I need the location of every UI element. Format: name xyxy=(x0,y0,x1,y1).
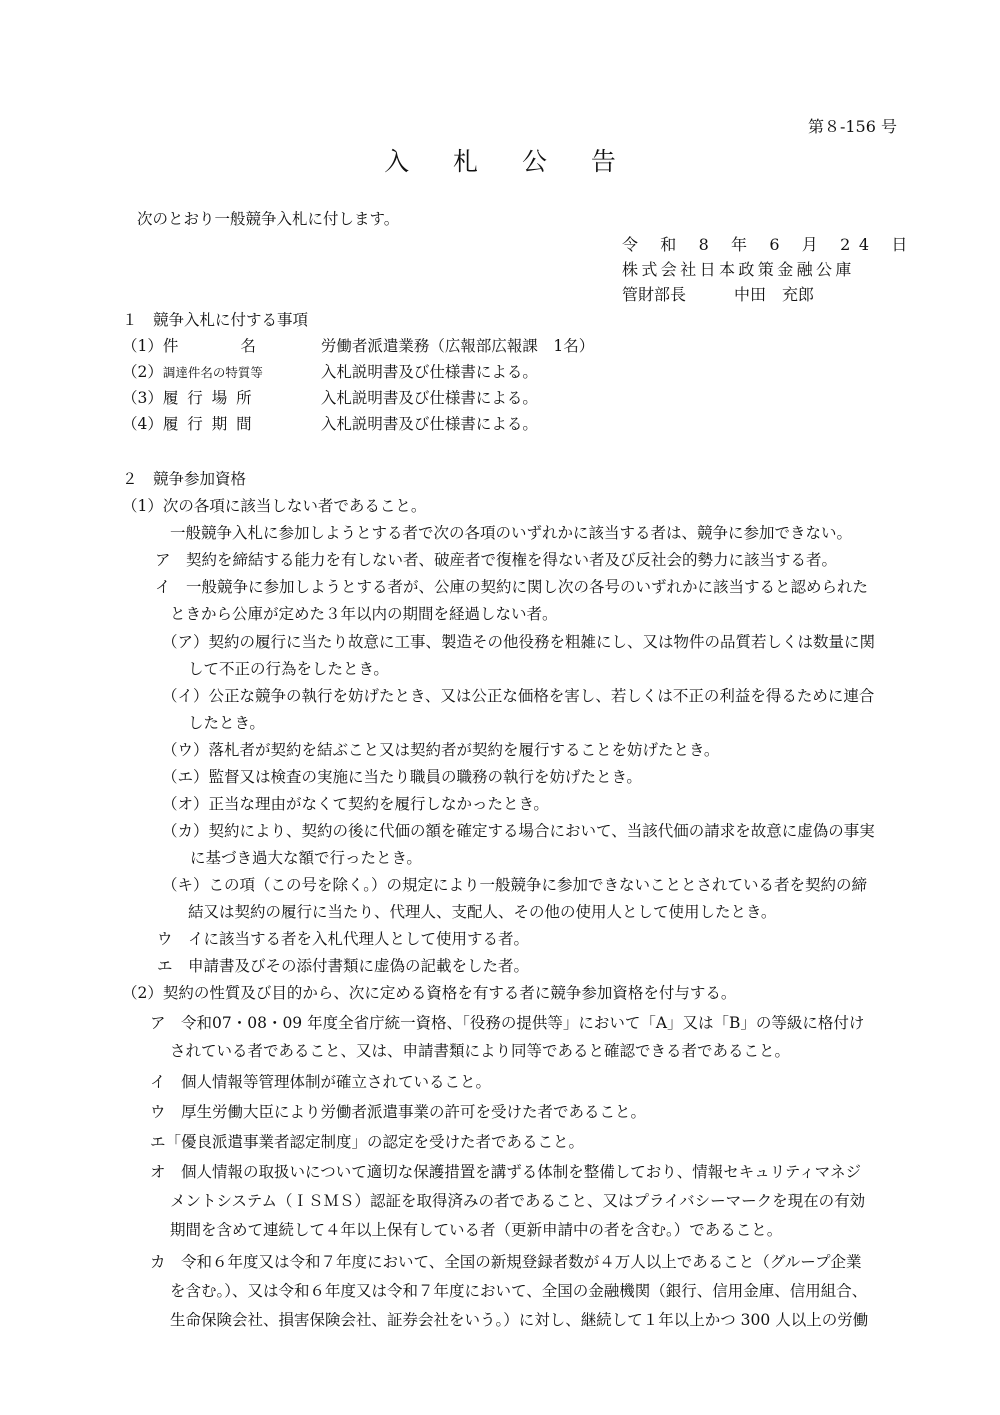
issuer-signatory xyxy=(622,282,814,305)
section1-item-title xyxy=(122,334,594,356)
text-line: ときから公庫が定めた３年以内の期間を経過しない者。 xyxy=(170,605,558,623)
text-line: オ 個人情報の取扱いについて適切な保護措置を講ずる体制を整備しており、情報セキュリティマネジ xyxy=(150,1163,862,1181)
text-line: イ 一般競争に参加しようとする者が、公庫の契約に関し次の各号のいずれかに該当すると認められた xyxy=(155,578,869,596)
section1-item-period xyxy=(122,412,538,434)
item-value: 入札説明書及び仕様書による。 xyxy=(320,363,538,381)
item-value: 労働者派遣業務（広報部広報課 1名） xyxy=(320,337,595,355)
intro-text: 次のとおり一般競争入札に付します。 xyxy=(137,210,400,228)
section1-item-characteristics xyxy=(122,360,538,382)
section1-item-location xyxy=(122,386,538,408)
issue-date: 令 和 8 年 6 月 24 日 xyxy=(622,235,916,254)
text-line: カ 令和６年度又は令和７年度において、全国の新規登録者数が４万人以上であること（グループ企業 xyxy=(150,1253,862,1271)
item-label: 件 名 xyxy=(162,337,256,355)
item-value: 入札説明書及び仕様書による。 xyxy=(320,415,538,433)
text-line: 一般競争入札に参加しようとする者で次の各項のいずれかに該当する者は、競争に参加できない。 xyxy=(170,524,853,542)
text-line: （カ）契約により、契約の後に代価の額を確定する場合において、当該代価の請求を故意に虚偽の事実 xyxy=(162,822,875,840)
issuer-position: 管財部長 xyxy=(622,285,687,304)
text-line: （イ）公正な競争の執行を妨げたとき、又は公正な価格を害し、若しくは不正の利益を得るために連合 xyxy=(162,687,875,705)
text-line: （ウ）落札者が契約を結ぶこと又は契約者が契約を履行することを妨げたとき。 xyxy=(162,741,720,759)
text-line: イ 個人情報等管理体制が確立されていること。 xyxy=(150,1073,492,1091)
item-label: 履 行 場 所 xyxy=(162,389,254,407)
section1-heading: １ 競争入札に付する事項 xyxy=(122,311,309,329)
text-line: （オ）正当な理由がなくて契約を履行しなかったとき。 xyxy=(162,795,549,813)
item-label: 調達件名の特質等 xyxy=(162,365,263,380)
text-line: （ア）契約の履行に当たり故意に工事、製造その他役務を粗雑にし、又は物件の品質若しくは数量に関 xyxy=(162,633,876,651)
text-line: して不正の行為をしたとき。 xyxy=(188,660,389,678)
text-line: ア 契約を締結する能力を有しない者、破産者で復権を得ない者及び反社会的勢力に該当する者。 xyxy=(155,551,838,569)
text-line: を含む。）、又は令和６年度又は令和７年度において、全国の金融機関（銀行、信用金庫、信用組合、 xyxy=(170,1282,868,1300)
text-line: メントシステム（ＩＳＭＳ）認証を取得済みの者であること、又はプライバシーマークを現在の有効 xyxy=(170,1192,866,1210)
text-line: したとき。 xyxy=(188,714,265,732)
text-line: 結又は契約の履行に当たり、代理人、支配人、その他の使用人として使用したとき。 xyxy=(188,903,777,921)
item-number: （3） xyxy=(122,389,163,407)
text-line: ア 令和07・08・09 年度全省庁統一資格、「役務の提供等」において「A」又は「B」の等級に格付け xyxy=(150,1014,865,1032)
text-line: エ「優良派遣事業者認定制度」の認定を受けた者であること。 xyxy=(150,1133,585,1151)
text-line: （1）次の各項に該当しない者であること。 xyxy=(122,497,427,515)
document-number: 第８-156 号 xyxy=(807,117,897,136)
text-line: されている者であること、又は、申請書類により同等であると確認できる者であること。 xyxy=(170,1042,791,1060)
text-line: ウ イに該当する者を入札代理人として使用する者。 xyxy=(157,930,530,948)
text-line: に基づき過大な額で行ったとき。 xyxy=(190,849,422,867)
item-number: （2） xyxy=(122,363,163,381)
item-label: 履 行 期 間 xyxy=(162,415,254,433)
item-number: （1） xyxy=(122,337,163,355)
text-line: （2）契約の性質及び目的から、次に定める資格を有する者に競争参加資格を付与する。 xyxy=(122,984,737,1002)
issuer-organization: 株式会社日本政策金融公庫 xyxy=(622,260,855,279)
item-value: 入札説明書及び仕様書による。 xyxy=(320,389,538,407)
issuer-person-name: 中田 充郎 xyxy=(734,285,815,304)
text-line: （キ）この項（この号を除く。）の規定により一般競争に参加できないこととされている者を契約の締 xyxy=(162,876,867,894)
item-number: （4） xyxy=(122,415,163,433)
section2-heading: ２ 競争参加資格 xyxy=(122,470,247,488)
document-title: 入 札 公 告 xyxy=(384,147,634,176)
text-line: （エ）監督又は検査の実施に当たり職員の職務の執行を妨げたとき。 xyxy=(162,768,642,786)
text-line: 生命保険会社、損害保険会社、証券会社をいう。）に対し、継続して１年以上かつ 300 人以上の労働 xyxy=(170,1311,869,1329)
text-line: エ 申請書及びその添付書類に虚偽の記載をした者。 xyxy=(157,957,530,975)
text-line: ウ 厚生労働大臣により労働者派遣事業の許可を受けた者であること。 xyxy=(150,1103,647,1121)
text-line: 期間を含めて連続して４年以上保有している者（更新申請中の者を含む。）であること。 xyxy=(170,1221,783,1239)
